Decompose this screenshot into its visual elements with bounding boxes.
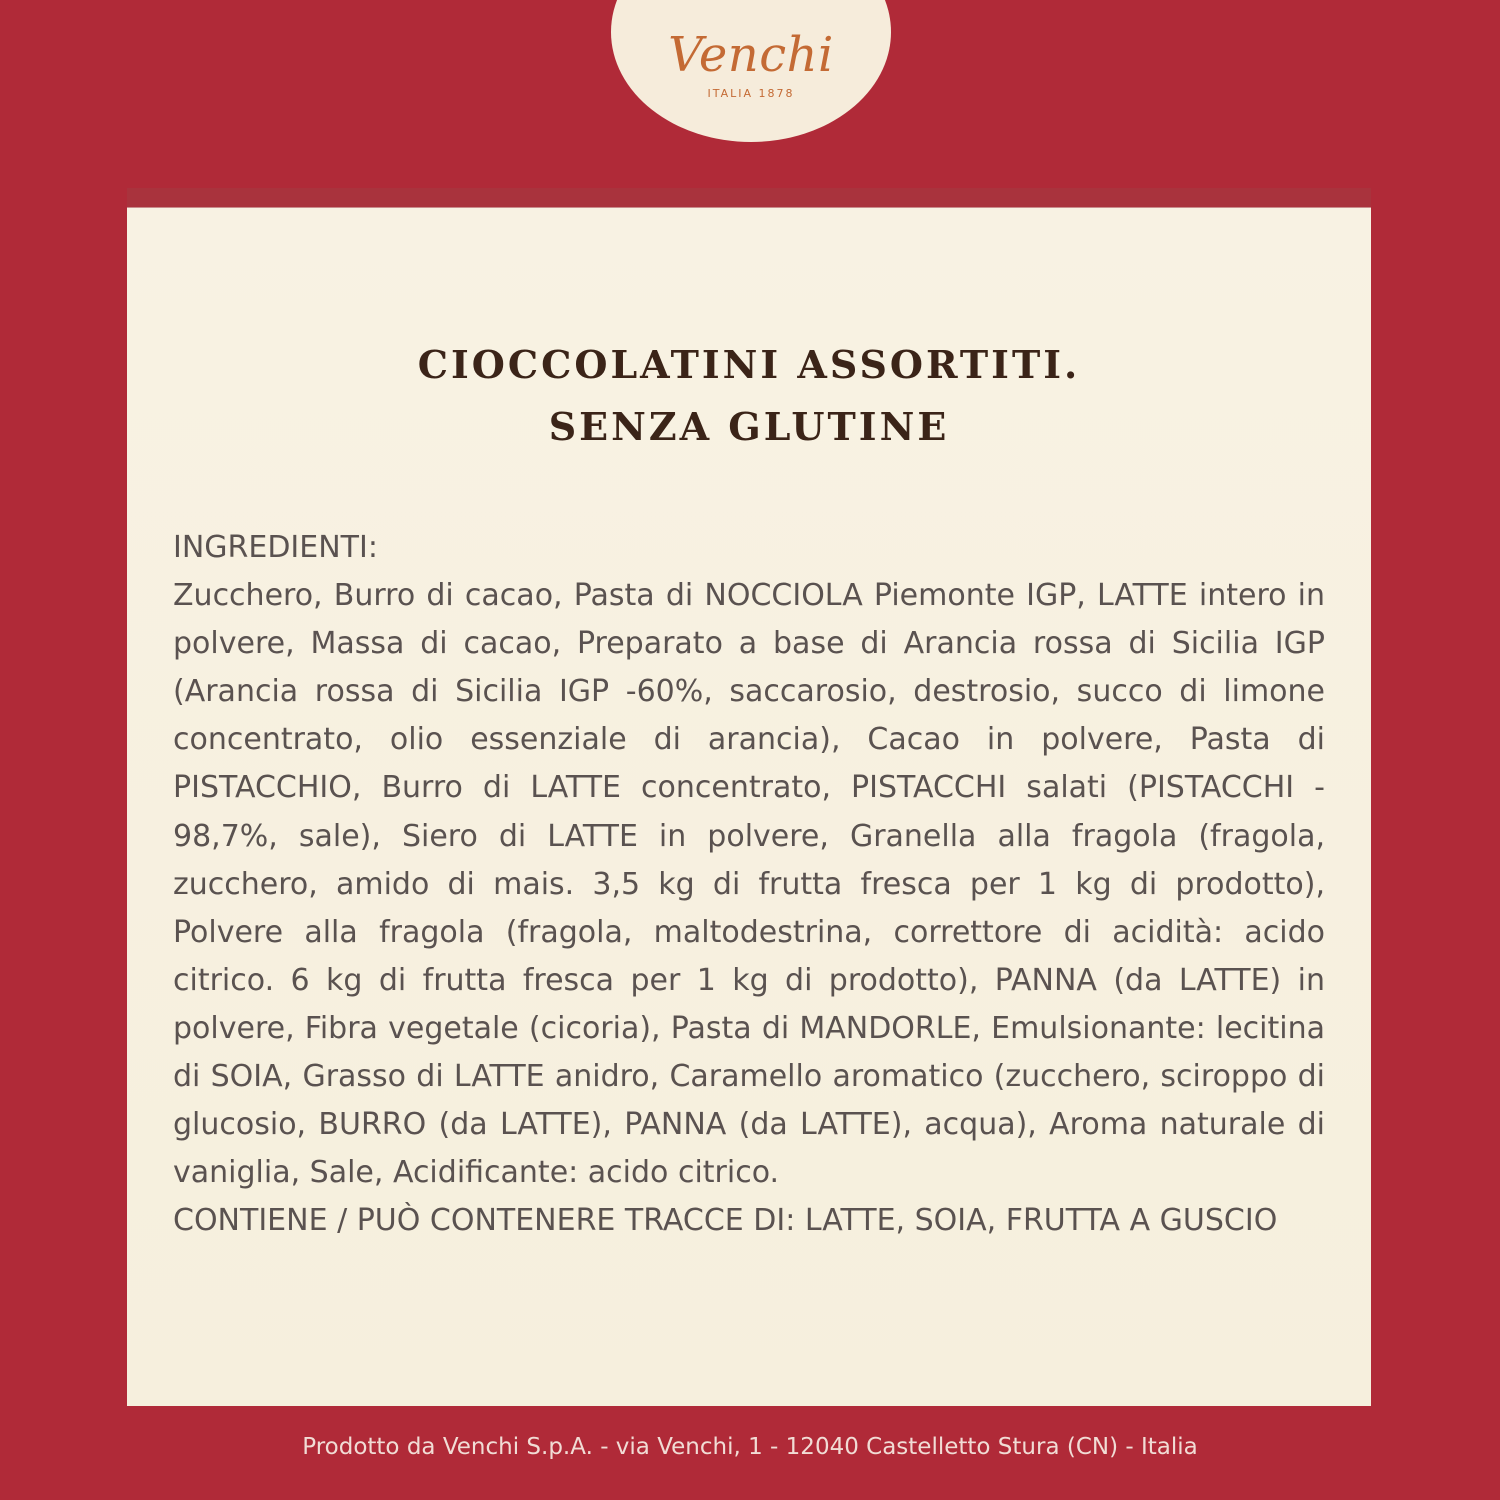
brand-tagline: ITALIA 1878 — [707, 87, 795, 100]
producer-footer: Prodotto da Venchi S.p.A. - via Venchi, 1 - 12040 Castelletto Stura (CN) - Italia — [302, 1434, 1198, 1460]
product-title-line1: CIOCCOLATINI ASSORTITI. — [417, 342, 1081, 387]
ingredients-heading: INGREDIENTI: — [173, 530, 378, 565]
label-panel — [127, 207, 1371, 1406]
product-title-line2: SENZA GLUTINE — [548, 404, 950, 449]
ingredients-list: Zucchero, Burro di cacao, Pasta di NOCCIOLA Piemonte IGP, LATTE intero in polvere, Massa di cacao, Preparato a base di Arancia rossa di Sicilia IGP (Arancia rossa di Sicilia IGP -60%, saccarosio, destrosio, succo di limone concentrato, olio essenziale di arancia), Cacao in polvere, Pasta di PISTACCHIO, Burro di LATTE concentrato, PISTACCHI salati (PISTACCHI - 98,7%, sale), Siero di LATTE in polvere, Granella alla fragola (fragola, zucchero, amido di mais. 3,5 kg di frutta fresca per 1 kg di prodotto), Polvere alla fragola (fragola, maltodestrina, correttore di acidità: acido citrico. 6 kg di frutta fresca per 1 kg di prodotto), PANNA (da LATTE) in polvere, Fibra vegetale (cicoria), Pasta di MANDORLE, Emulsionante: lecitina di SOIA, Grasso di LATTE anidro, Caramello aromatico (zucchero, sciroppo di glucosio, BURRO (da LATTE), PANNA (da LATTE), acqua), Aroma naturale di vaniglia, Sale, Acidificante: acido citrico. — [173, 578, 1325, 1191]
panel-top-edge — [127, 188, 1371, 208]
product-title — [127, 334, 1371, 458]
brand-logo-badge — [611, 0, 891, 142]
brand-logo-wordmark: Venchi — [668, 27, 834, 83]
ingredients-block — [173, 524, 1325, 1245]
allergens-statement: CONTIENE / PUÒ CONTENERE TRACCE DI: LATTE, SOIA, FRUTTA A GUSCIO — [173, 1203, 1278, 1239]
